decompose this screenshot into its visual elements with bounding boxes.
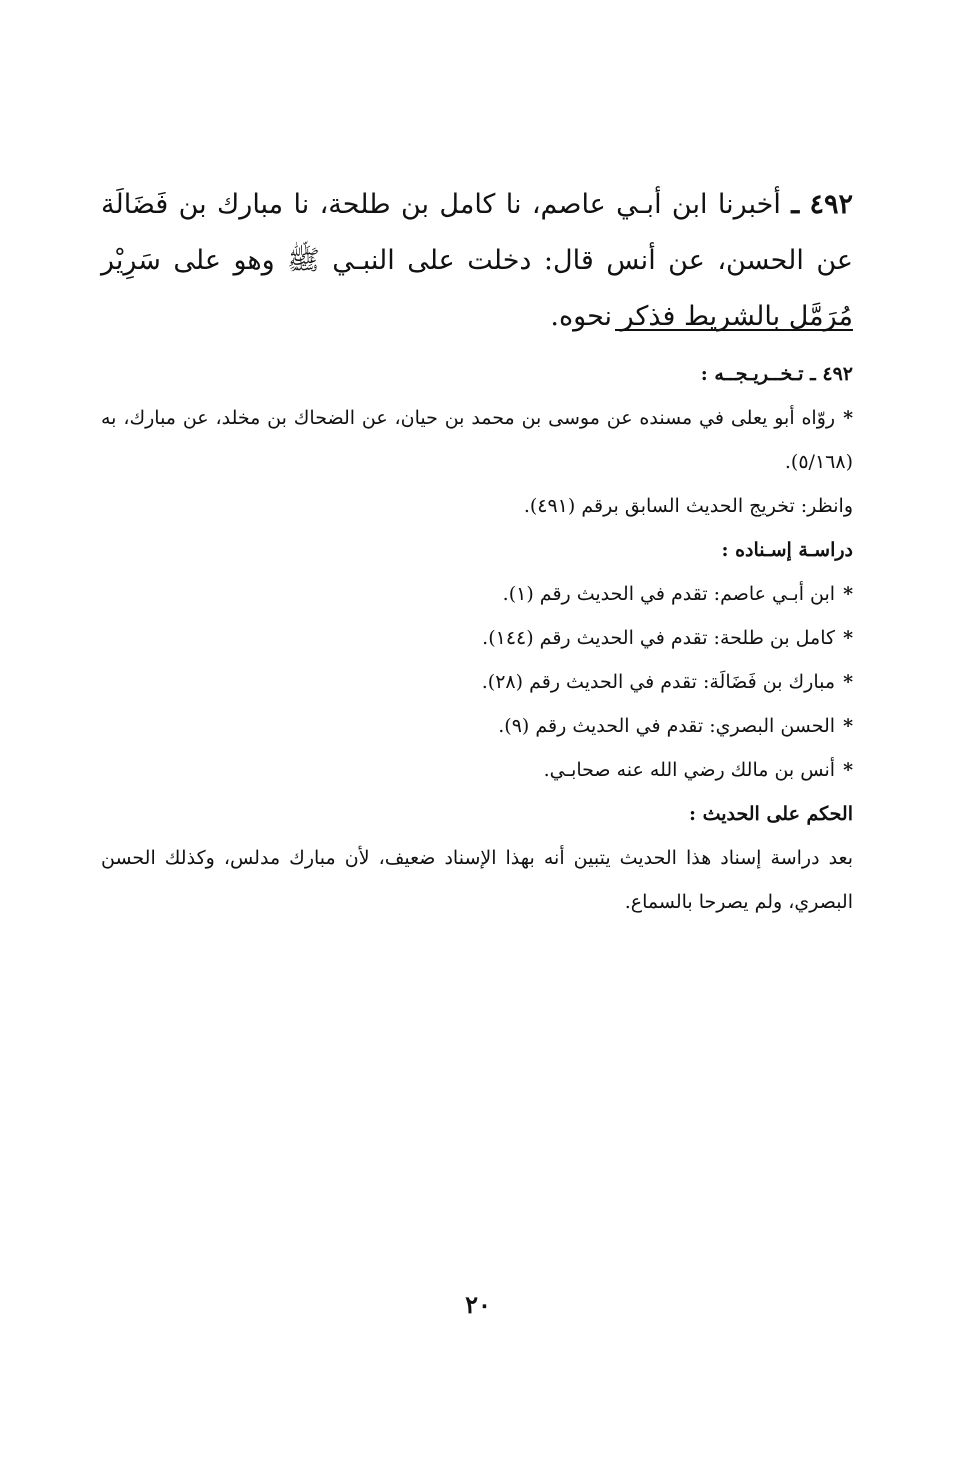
bullet-star-icon: * — [843, 407, 853, 429]
narrator-text: مبارك بن فَضَالَة: تقدم في الحديث رقم (٢٨). — [481, 671, 836, 693]
narrator-item — [101, 748, 853, 792]
narrator-text: ابن أبـي عاصم: تقدم في الحديث رقم (١). — [502, 583, 836, 605]
ruling-text: بعد دراسة إسناد هذا الحديث يتبين أنه بهذا الإسناد ضعيف، لأن مبارك مدلس، وكذلك الحسن البصري، ولم يصرحا بالسماع. — [101, 847, 853, 913]
isnad-heading: دراسـة إسـناده : — [721, 539, 853, 561]
narrator-text: كامل بن طلحة: تقدم في الحديث رقم (١٤٤). — [482, 627, 836, 649]
bullet-star-icon: * — [843, 671, 853, 693]
narrator-text: الحسن البصري: تقدم في الحديث رقم (٩). — [498, 715, 836, 737]
narrator-text: أنس بن مالك رضي الله عنه صحابـي. — [543, 759, 836, 781]
hadith-text: أخبرنا ابن أبـي عاصم، نا كامل بن طلحة، نا مبارك بن فَضَالَة عن الحسن، عن أنس قال: دخلت على النبـي ﷺ وهو على سَرِيْر مُرَمَّل بالشريط فذكر نحوه. — [101, 189, 853, 332]
narrator-item — [101, 660, 853, 704]
bullet-star-icon: * — [843, 715, 853, 737]
takhrij-item — [101, 396, 853, 484]
bullet-star-icon: * — [843, 627, 853, 649]
bullet-star-icon: * — [843, 583, 853, 605]
takhrij-item-text: روّاه أبو يعلى في مسنده عن موسى بن محمد بن حيان، عن الضحاك بن مخلد، عن مبارك، به (٥/١٦٨). — [101, 407, 853, 473]
hadith-number: ٤٩٢ — [809, 189, 853, 220]
takhrij-heading: ٤٩٢ ـ تـخــريـجــه : — [700, 363, 853, 385]
page-number: ٢٠ — [465, 1290, 491, 1319]
narrator-item — [101, 616, 853, 660]
bullet-star-icon: * — [843, 759, 853, 781]
hadith-dash: ـ — [791, 189, 800, 220]
takhrij-see-also: وانظر: تخريج الحديث السابق برقم (٤٩١). — [523, 495, 853, 517]
footnotes-section — [101, 352, 853, 924]
narrator-item — [101, 572, 853, 616]
footnote-divider — [615, 329, 853, 331]
ruling-heading: الحكم على الحديث : — [688, 803, 853, 825]
hadith-text-block — [101, 177, 853, 345]
narrator-item — [101, 704, 853, 748]
